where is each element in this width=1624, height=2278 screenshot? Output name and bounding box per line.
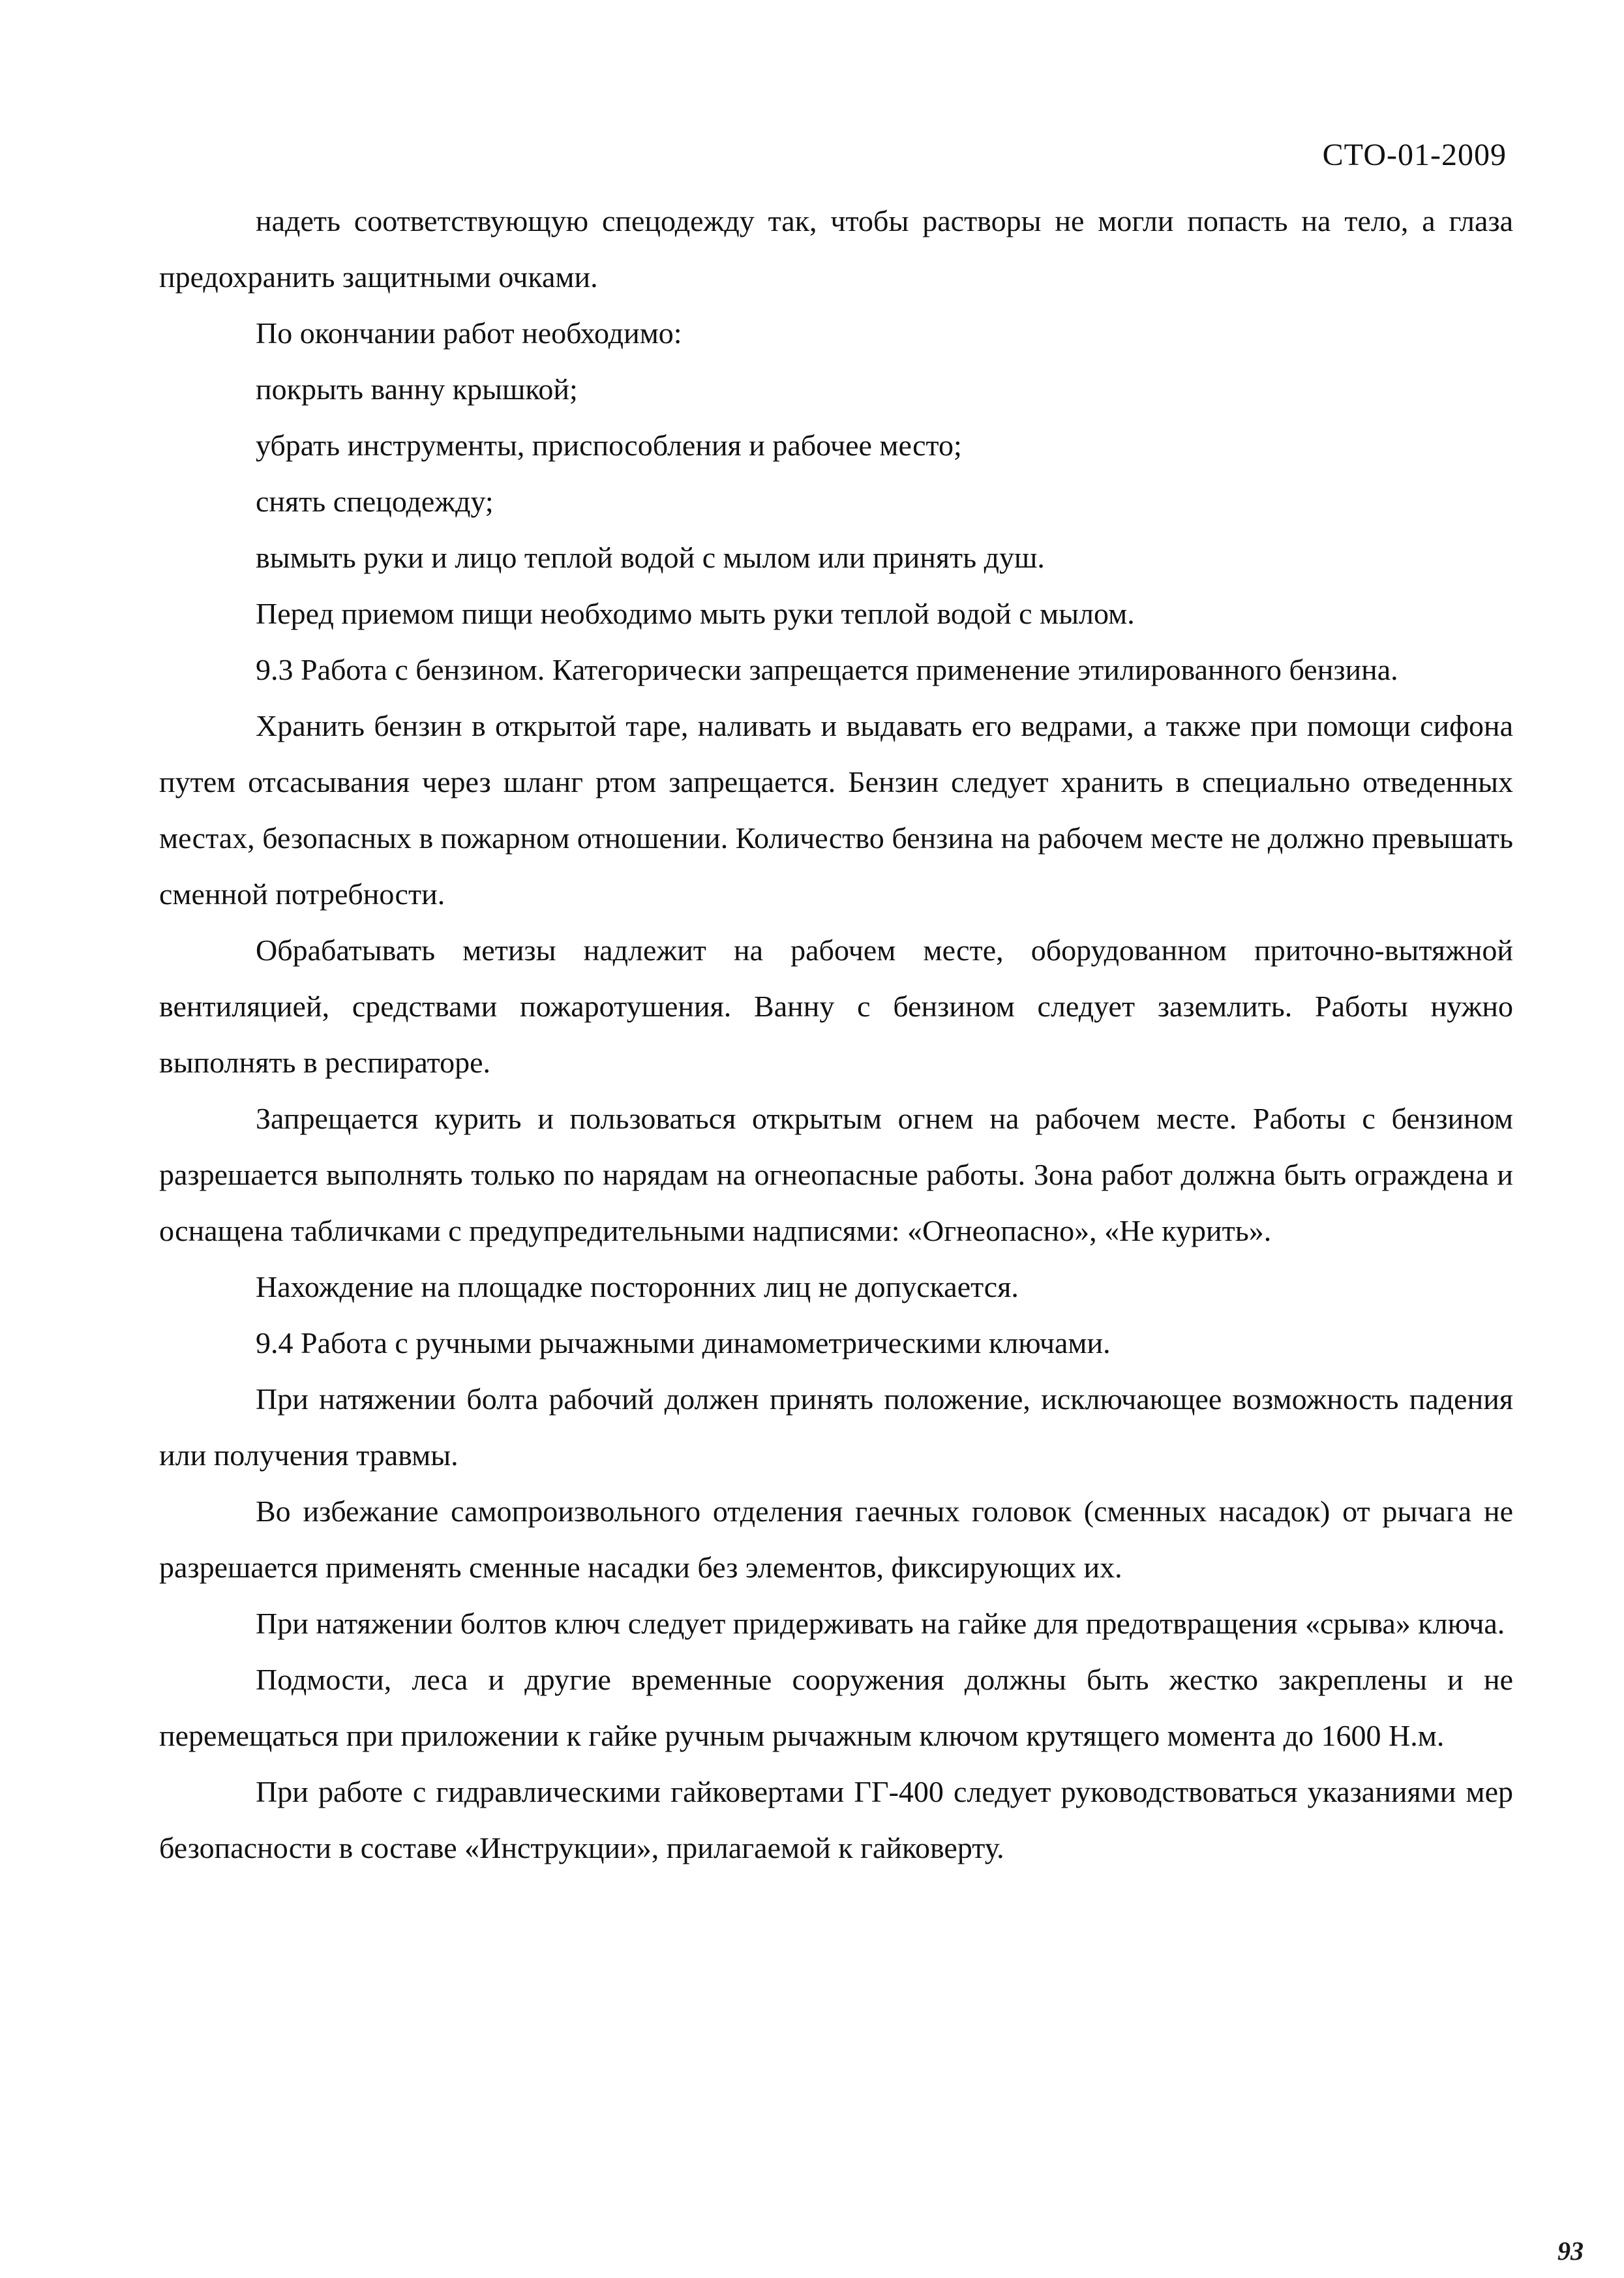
paragraph-gasoline-storage: Хранить бензин в открытой таре, наливать и выдавать его ведрами, а также при помощи сифона путем отсасывания через шланг ртом запрещается. Бензин следует хранить в специально отведенных местах, безопасных в пожарном отношении. Количество бензина на рабочем месте не должно превышать сменной потребности. <box>159 709 1513 911</box>
section-9-3-heading: 9.3 Работа с бензином. Категорически запрещается применение этилированного бензина. <box>256 653 1398 686</box>
section-9-4-heading: 9.4 Работа с ручными рычажными динамометрическими ключами. <box>256 1326 1111 1359</box>
document-body <box>159 193 1513 1876</box>
paragraph-after-work-heading: По окончании работ необходимо: <box>256 316 682 350</box>
paragraph-protective-clothing: надеть соответствующую спецодежду так, чтобы растворы не могли попасть на тело, а глаза предохранить защитными очками. <box>159 204 1513 294</box>
paragraph-hardware-processing: Обрабатывать метизы надлежит на рабочем месте, оборудованном приточно-вытяжной вентиляцией, средствами пожаротушения. Ванну с бензином следует заземлить. Работы нужно выполнять в респираторе. <box>159 934 1513 1079</box>
paragraph-cover-bath: покрыть ванну крышкой; <box>256 372 578 406</box>
page-number: 93 <box>1557 2236 1584 2266</box>
paragraph-unauthorized-persons: Нахождение на площадке посторонних лиц не допускается. <box>256 1270 1019 1303</box>
document-code: СТО-01-2009 <box>1322 138 1507 172</box>
paragraph-before-meal: Перед приемом пищи необходимо мыть руки теплой водой с мылом. <box>256 597 1135 630</box>
paragraph-bolt-tension-position: При натяжении болта рабочий должен принять положение, исключающее возможность падения или получения травмы. <box>159 1382 1513 1472</box>
paragraph-scaffolding: Подмости, леса и другие временные сооружения должны быть жестко закреплены и не перемещаться при приложении к гайке ручным рычажным ключом крутящего момента до 1600 Н.м. <box>159 1663 1513 1752</box>
paragraph-clean-workplace: убрать инструменты, приспособления и рабочее место; <box>256 429 962 462</box>
paragraph-remove-clothing: снять спецодежду; <box>256 485 494 518</box>
paragraph-wash-hands: вымыть руки и лицо теплой водой с мылом или принять душ. <box>256 541 1045 574</box>
paragraph-hydraulic-wrenches: При работе с гидравлическими гайковертами ГГ-400 следует руководствоваться указаниями мер безопасности в составе «Инструкции», прилагаемой к гайковерту. <box>159 1775 1513 1864</box>
paragraph-fire-safety: Запрещается курить и пользоваться открытым огнем на рабочем месте. Работы с бензином разрешается выполнять только по нарядам на огнеопасные работы. Зона работ должна быть ограждена и оснащена табличками с предупредительными надписями: «Огнеопасно», «Не курить». <box>159 1102 1513 1247</box>
paragraph-wrench-slip: При натяжении болтов ключ следует придерживать на гайке для предотвращения «срыва» ключа. <box>256 1607 1505 1640</box>
paragraph-socket-heads: Во избежание самопроизвольного отделения гаечных головок (сменных насадок) от рычага не разрешается применять сменные насадки без элементов, фиксирующих их. <box>159 1495 1513 1584</box>
